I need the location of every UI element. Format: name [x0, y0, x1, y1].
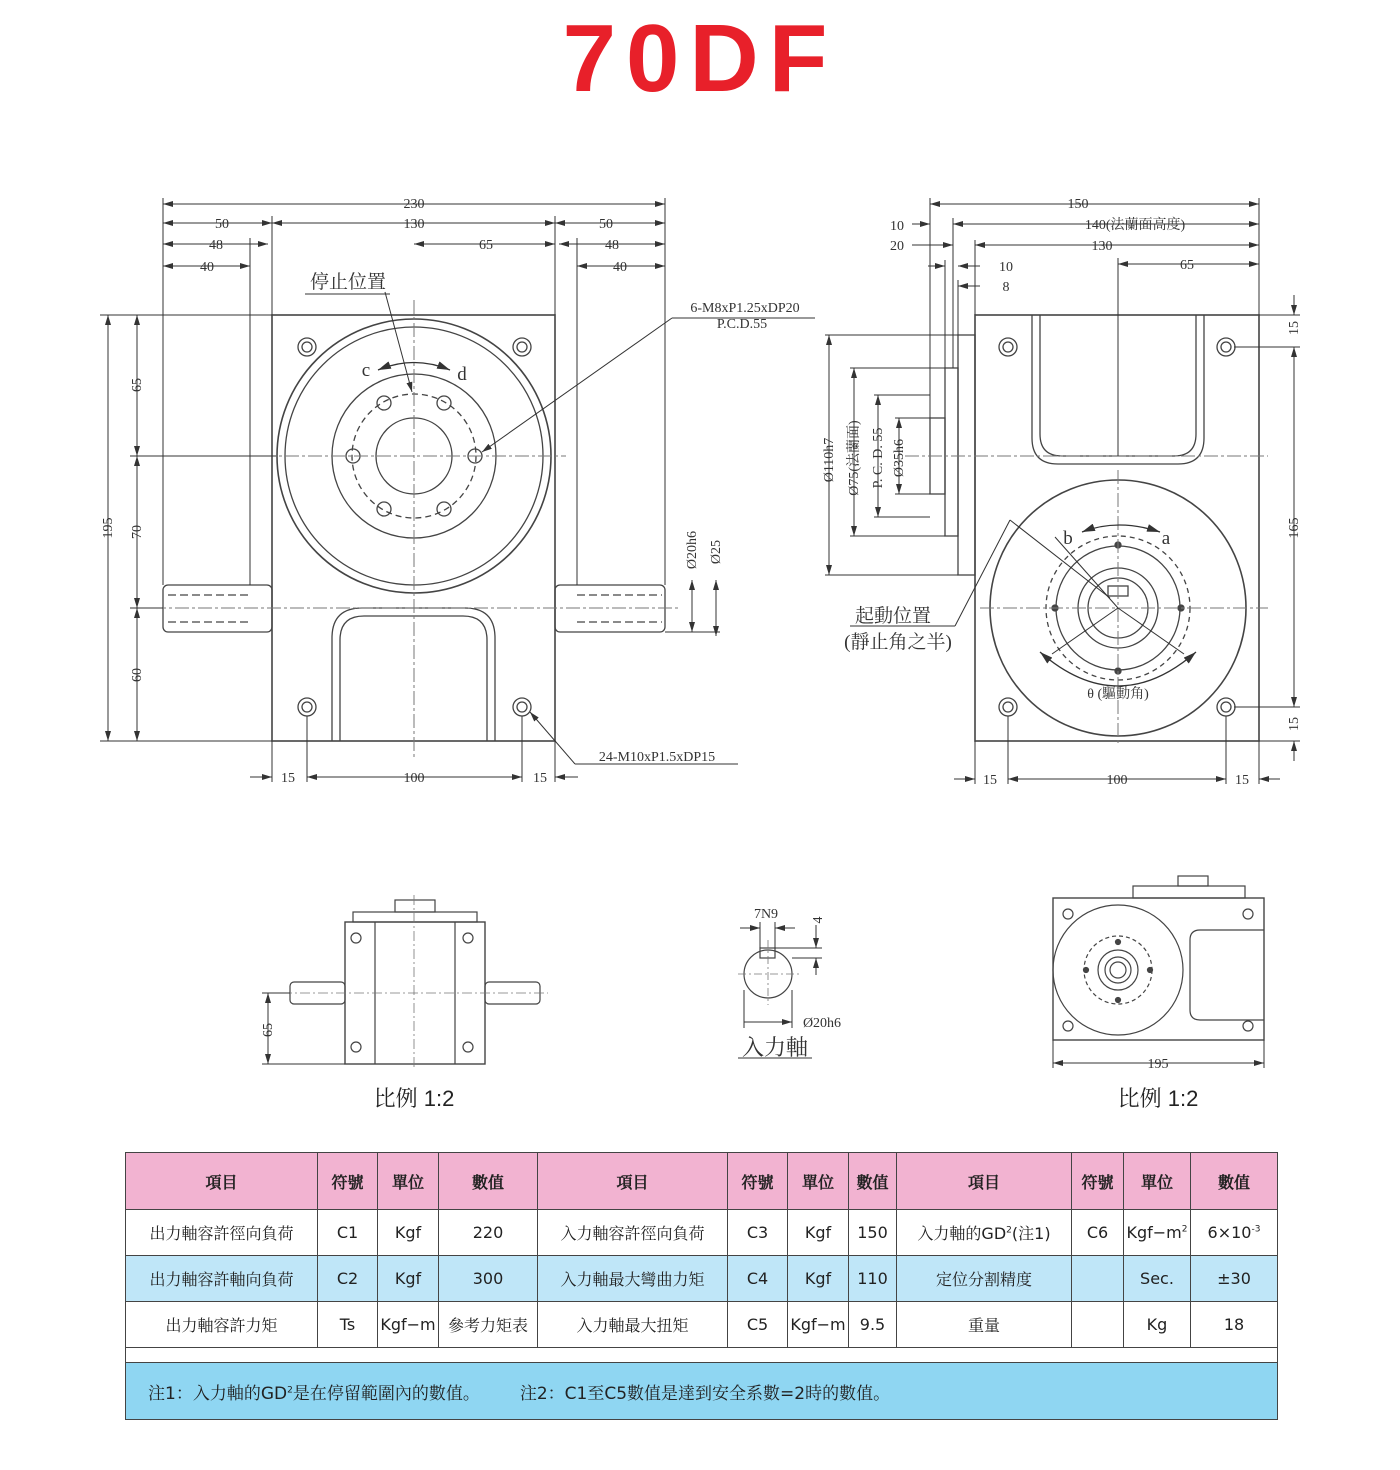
gd-label: 入力軸的GD [917, 1224, 1007, 1243]
shaft-label: 入力軸 [741, 1035, 809, 1060]
side-dim-10a: 10 [890, 219, 904, 234]
header-cell: 項目 [897, 1153, 1072, 1210]
label-theta: θ (驅動角) [1087, 687, 1149, 702]
header-cell: 單位 [788, 1153, 849, 1210]
side-dim-100: 100 [1106, 773, 1128, 788]
model-title: 70DF [562, 5, 838, 112]
side-view [850, 315, 1268, 745]
table-cell: 參考力矩表 [439, 1302, 538, 1348]
table-cell: C4 [728, 1256, 788, 1302]
table-cell: Kgf [788, 1210, 849, 1256]
table-cell [1072, 1256, 1124, 1302]
dim-65: 65 [479, 238, 493, 253]
unit-label: Kgf−m [1126, 1223, 1182, 1242]
small-dim-65: 65 [261, 1023, 276, 1037]
side-dim-d75: Ø75(法蘭面) [847, 420, 862, 496]
table-cell: 定位分割精度 [897, 1256, 1072, 1302]
table-cell: 220 [439, 1210, 538, 1256]
table-cell [1072, 1302, 1124, 1348]
table-cell: Ts [318, 1302, 378, 1348]
header-cell: 符號 [728, 1153, 788, 1210]
gd-sup: 2 [1006, 1225, 1012, 1236]
table-row [126, 1210, 1278, 1256]
note-1-sup: 2 [287, 1384, 293, 1395]
side-dim-65: 65 [1180, 258, 1194, 273]
dim-15-bottom-right: 15 [533, 771, 547, 786]
table-cell: 150 [849, 1210, 897, 1256]
table-notes-row [126, 1363, 1278, 1420]
dim-40-left: 40 [200, 260, 214, 275]
side-dim-165: 165 [1287, 517, 1302, 539]
scale-label-right: 比例 1:2 [1117, 1086, 1199, 1111]
table-cell: Kgf−m [788, 1302, 849, 1348]
table-cell: 300 [439, 1256, 538, 1302]
dim-d20h6: Ø20h6 [685, 530, 700, 570]
table-cell-gd [897, 1210, 1072, 1256]
side-dim-pcd: P. C. D. 55 [871, 427, 886, 489]
dim-15-bottom-left: 15 [281, 771, 295, 786]
side-dim-d35: Ø35h6 [892, 438, 907, 478]
dim-d25: Ø25 [709, 539, 724, 565]
small-side-view [1053, 876, 1264, 1068]
shaft-key-label: 7N9 [753, 907, 779, 922]
table-cell: Kgf−m [378, 1302, 439, 1348]
side-dim-15-right: 15 [1235, 773, 1249, 788]
label-tap-outer: 6-M8xP1.25xDP20 [690, 301, 800, 316]
note-1-b: 是在停留範圍內的數值。 [292, 1383, 480, 1404]
dim-195: 195 [101, 517, 116, 539]
header-cell: 數值 [1191, 1153, 1278, 1210]
small-top-view [262, 895, 548, 1070]
table-cell-unit [1124, 1210, 1191, 1256]
label-tap-bottom: 24-M10xP1.5xDP15 [598, 750, 716, 765]
table-cell: C1 [318, 1210, 378, 1256]
note-1-a: 注1：入力軸的GD [148, 1383, 288, 1404]
table-cell: ±30 [1191, 1256, 1278, 1302]
dim-65-vert: 65 [130, 378, 145, 392]
label-start-position: 起動位置 [854, 606, 932, 627]
dir-a: a [1161, 528, 1171, 549]
table-cell: C3 [728, 1210, 788, 1256]
table-cell: 重量 [897, 1302, 1072, 1348]
small-dim-195: 195 [1147, 1057, 1169, 1072]
table-cell: 18 [1191, 1302, 1278, 1348]
table-header-row [126, 1153, 1278, 1210]
label-tap-pcd: P.C.D.55 [716, 317, 768, 332]
spec-table [125, 1152, 1278, 1420]
header-cell: 項目 [126, 1153, 318, 1210]
dim-50-right: 50 [599, 217, 613, 232]
header-cell: 單位 [1124, 1153, 1191, 1210]
table-cell: 出力軸容許徑向負荷 [126, 1210, 318, 1256]
table-cell: 110 [849, 1256, 897, 1302]
header-cell: 單位 [378, 1153, 439, 1210]
header-cell: 數值 [439, 1153, 538, 1210]
table-row [126, 1256, 1278, 1302]
side-dim-15-bottom: 15 [1287, 717, 1302, 731]
table-cell: C5 [728, 1302, 788, 1348]
table-cell: C2 [318, 1256, 378, 1302]
table-cell: 出力軸容許力矩 [126, 1302, 318, 1348]
side-dim-15-left: 15 [983, 773, 997, 788]
dim-70: 70 [130, 525, 145, 539]
table-cell: C6 [1072, 1210, 1124, 1256]
dim-130: 130 [403, 217, 425, 232]
table-cell: 入力軸最大彎曲力矩 [538, 1256, 728, 1302]
side-dim-130: 130 [1091, 239, 1113, 254]
side-dim-d110: Ø110h7 [822, 437, 837, 483]
exp-sup: -3 [1251, 1224, 1261, 1235]
table-spacer-row [126, 1348, 1278, 1363]
table-cell: Kg [1124, 1302, 1191, 1348]
note-2: 注2：C1至C5數值是達到安全系數=2時的數值。 [519, 1383, 891, 1404]
label-stop-position: 停止位置 [309, 272, 387, 293]
exp-value: 6×10 [1207, 1223, 1252, 1242]
dim-48-right: 48 [605, 238, 619, 253]
gd-note-ref: (注1) [1011, 1224, 1051, 1243]
front-view [152, 292, 815, 764]
side-dim-10b: 10 [999, 260, 1013, 275]
side-dim-140: 140(法蘭面高度) [1084, 218, 1186, 233]
table-cell-exp [1191, 1210, 1278, 1256]
shaft-depth-label: 4 [811, 916, 826, 924]
table-cell: 出力軸容許軸向負荷 [126, 1256, 318, 1302]
dim-50-left: 50 [215, 217, 229, 232]
table-cell: Kgf [378, 1210, 439, 1256]
header-cell: 數值 [849, 1153, 897, 1210]
shaft-dia-label: Ø20h6 [802, 1016, 842, 1031]
side-dim-20: 20 [890, 239, 904, 254]
table-cell: 9.5 [849, 1302, 897, 1348]
label-start-position-sub: (靜止角之半) [844, 632, 952, 653]
table-row [126, 1302, 1278, 1348]
spacer-cell [126, 1348, 1278, 1363]
dim-48-left: 48 [209, 238, 223, 253]
table-cell: 入力軸最大扭矩 [538, 1302, 728, 1348]
notes-cell [126, 1363, 1278, 1420]
side-dim-8: 8 [1002, 280, 1010, 295]
dir-b: b [1063, 528, 1073, 549]
dir-c: c [361, 360, 371, 381]
table-cell: Kgf [788, 1256, 849, 1302]
dim-230: 230 [403, 197, 425, 212]
dim-60: 60 [130, 668, 145, 682]
side-dim-150: 150 [1067, 197, 1089, 212]
header-cell: 符號 [1072, 1153, 1124, 1210]
dim-40-right: 40 [613, 260, 627, 275]
dim-100-bottom: 100 [403, 771, 425, 786]
dir-d: d [457, 364, 467, 385]
table-cell: Kgf [378, 1256, 439, 1302]
header-cell: 符號 [318, 1153, 378, 1210]
table-cell: 入力軸容許徑向負荷 [538, 1210, 728, 1256]
scale-label-left: 比例 1:2 [373, 1086, 455, 1111]
header-cell: 項目 [538, 1153, 728, 1210]
table-cell: Sec. [1124, 1256, 1191, 1302]
unit-sup: 2 [1181, 1224, 1188, 1235]
side-dim-15-top: 15 [1287, 321, 1302, 335]
